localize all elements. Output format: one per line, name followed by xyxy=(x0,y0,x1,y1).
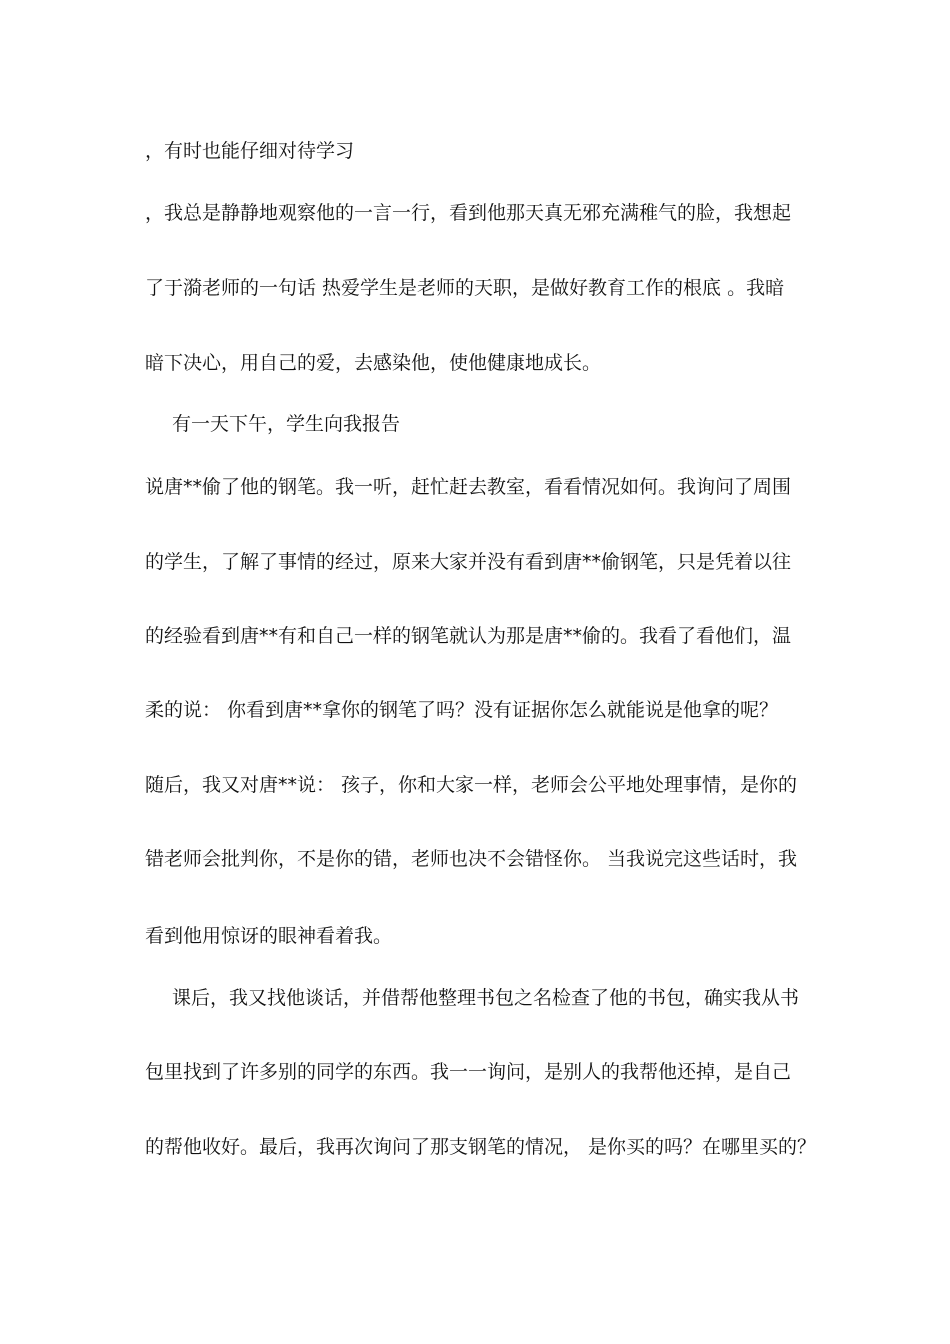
text-line: 错老师会批判你，不是你的错，老师也决不会错怪你。 当我说完这些话时，我 xyxy=(145,848,798,870)
text-line: 的学生，了解了事情的经过，原来大家并没有看到唐**偷钢笔，只是凭着以往 xyxy=(145,551,792,573)
text-line: 说唐**偷了他的钢笔。我一听，赶忙赶去教室，看看情况如何。我询问了周围 xyxy=(145,476,792,498)
text-line: 暗下决心，用自己的爱，去感染他，使他健康地成长。 xyxy=(145,352,602,374)
text-line: ，有时也能仔细对待学习 xyxy=(145,140,355,162)
paragraph-start-line: 有一天下午，学生向我报告 xyxy=(172,413,401,435)
text-line: 了于漪老师的一句话 热爱学生是老师的天职，是做好教育工作的根底 。我暗 xyxy=(145,277,785,299)
text-line: ，我总是静静地观察他的一言一行，看到他那天真无邪充满稚气的脸，我想起 xyxy=(145,202,792,224)
text-line: 的帮他收好。最后，我再次询问了那支钢笔的情况， 是你买的吗？在哪里买的？ xyxy=(145,1136,817,1158)
text-line: 包里找到了许多别的同学的东西。我一一询问，是别人的我帮他还掉，是自己 xyxy=(145,1061,792,1083)
text-line: 随后，我又对唐**说： 孩子，你和大家一样，老师会公平地处理事情，是你的 xyxy=(145,774,798,796)
paragraph-start-line: 课后，我又找他谈话，并借帮他整理书包之名检查了他的书包，确实我从书 xyxy=(172,987,800,1009)
text-line: 柔的说： 你看到唐**拿你的钢笔了吗？没有证据你怎么就能说是他拿的呢？ xyxy=(145,699,779,721)
text-line: 看到他用惊讶的眼神看着我。 xyxy=(145,925,393,947)
text-line: 的经验看到唐**有和自己一样的钢笔就认为那是唐**偷的。我看了看他们，温 xyxy=(145,625,792,647)
